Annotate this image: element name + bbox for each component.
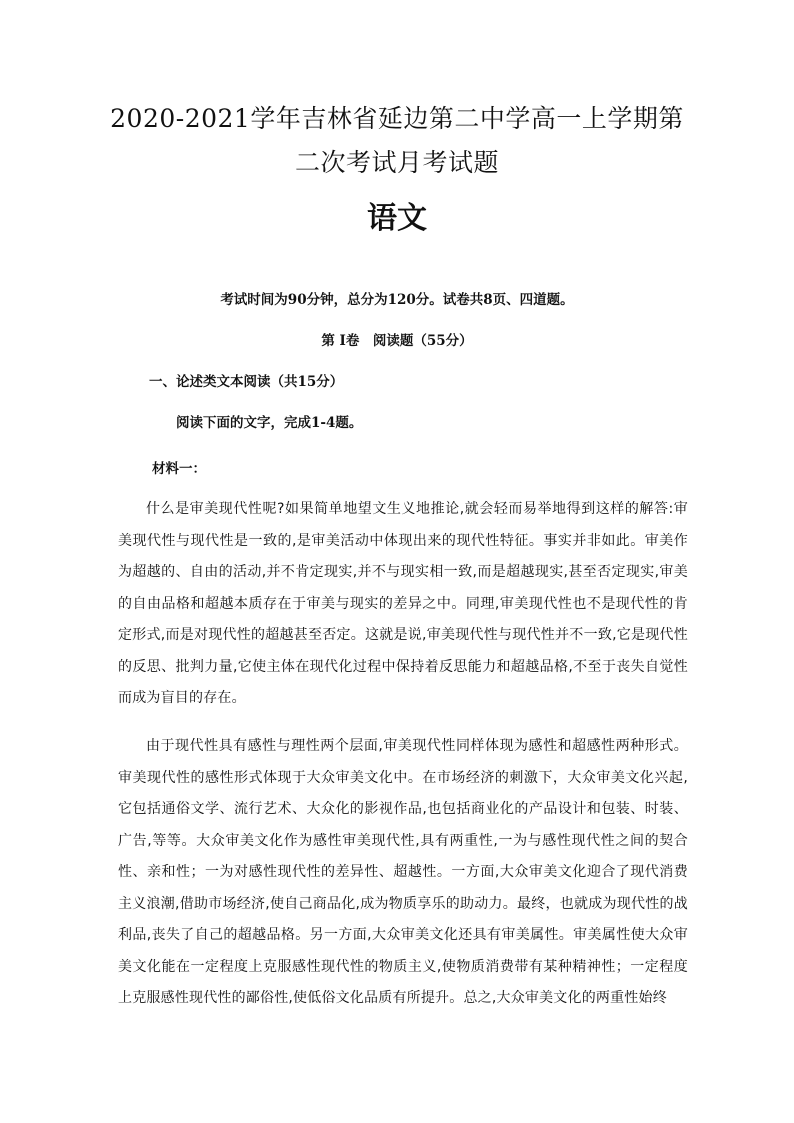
volume-title: 第 I卷 阅读题（55分）: [321, 333, 473, 349]
reading-instruction: 阅读下面的文字，完成1-4题。: [176, 415, 363, 431]
exam-info: 考试时间为90分钟，总分为120分。试卷共8页、四道题。: [220, 292, 574, 308]
subject-title: 语文: [367, 201, 427, 236]
material-label: 材料一：: [152, 461, 206, 477]
exam-title: 2020-2021学年吉林省延边第二中学高一上学期第二次考试月考试题: [110, 104, 684, 177]
paragraph: 什么是审美现代性呢?如果简单地望文生义地推论,就会轻而易举地得到这样的解答:审美现代性与现代性是一致的,是审美活动中体现出来的现代性特征。事实并非如此。审美作为超越的、自由的活动,并不肯定现实,并不与现实相一致,而是超越现实,甚至否定现实,审美的自由品格和超越本质存在于审美与现实的差异之中。同理,审美现代性也不是现代性的肯定形式,而是对现代性的超越甚至否定。这就是说,审美现代性与现代性并不一致,它是现代性的反思、批判力量,它使主体在现代化过程中保持着反思能力和超越品格,不至于丧失自觉性而成为盲目的存在。: [118, 501, 688, 706]
section-title: 一、论述类文本阅读（共15分）: [149, 374, 344, 390]
paragraph: 由于现代性具有感性与理性两个层面,审美现代性同样体现为感性和超感性两种形式。审美现代性的感性形式体现于大众审美文化中。在市场经济的刺激下，大众审美文化兴起,它包括通俗文学、流行艺术、大众化的影视作品,也包括商业化的产品设计和包装、时装、广告,等等。大众审美文化作为感性审美现代性,具有两重性,一为与感性现代性之间的契合性、亲和性；一为对感性现代性的差异性、超越性。一方面,大众审美文化迎合了现代消费主义浪潮,借助市场经济,使自己商品化,成为物质享乐的助动力。最终，也就成为现代性的战利品,丧失了自己的超越品格。另一方面,大众审美文化还具有审美属性。审美属性使大众审美文化能在一定程度上克服感性现代性的物质主义,使物质消费带有某种精神性；一定程度上克服感性现代性的鄙俗性,使低俗文化品质有所提升。总之,大众审美文化的两重性始终: [118, 738, 688, 1006]
